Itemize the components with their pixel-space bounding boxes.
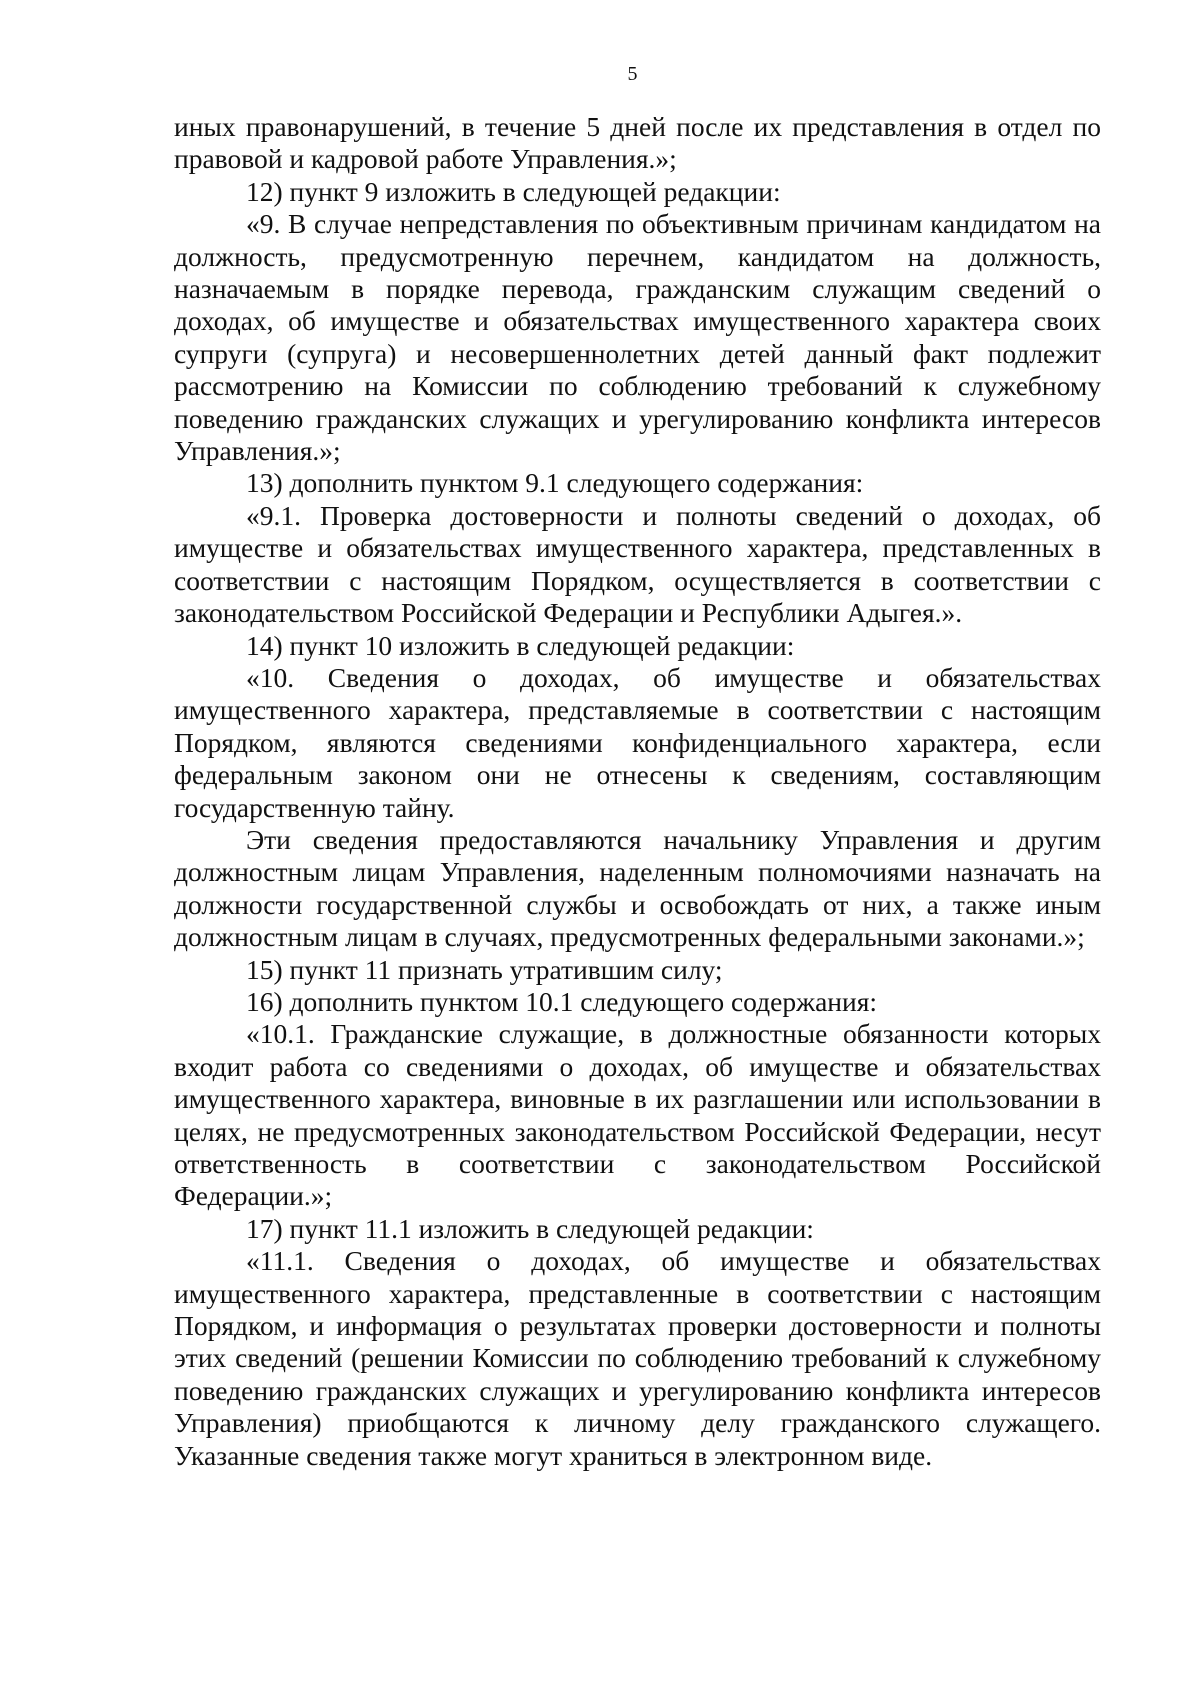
- paragraph-continuation: иных правонарушений, в течение 5 дней после их представления в отдел по правовой и кадровой работе Управления.»;: [174, 111, 1101, 175]
- paragraph-clause-9: «9. В случае непредставления по объективным причинам кандидатом на должность, предусмотренную перечнем, кандидатом на должность, назначаемым в порядке перевода, гражданским служащим сведений о доходах, об имуществе и обязательствах имущественного характера своих супруги (супруга) и несовершеннолетних детей данный факт подлежит рассмотрению на Комиссии по соблюдению требований к служебному поведению гражданских служащих и урегулированию конфликта интересов Управления.»;: [174, 208, 1101, 467]
- document-body: [174, 111, 1101, 1472]
- page-number: 5: [627, 63, 638, 85]
- paragraph-item-17: 17) пункт 11.1 изложить в следующей редакции:: [246, 1212, 814, 1244]
- paragraph-item-15: 15) пункт 11 признать утратившим силу;: [246, 953, 723, 985]
- paragraph-item-13: 13) дополнить пунктом 9.1 следующего содержания:: [246, 467, 864, 499]
- paragraph-clause-9-1: «9.1. Проверка достоверности и полноты сведений о доходах, об имуществе и обязательствах имущественного характера, представленных в соответствии с настоящим Порядком, осуществляется в соответствии с законодательством Российской Федерации и Республики Адыгея.».: [174, 499, 1101, 629]
- paragraph-clause-10: «10. Сведения о доходах, об имуществе и обязательствах имущественного характера, представляемые в соответствии с настоящим Порядком, являются сведениями конфиденциального характера, если федеральным законом они не отнесены к сведениям, составляющим государственную тайну.: [174, 661, 1101, 823]
- paragraph-clause-10-cont: Эти сведения предоставляются начальнику Управления и другим должностным лицам Управления, наделенным полномочиями назначать на должности государственной службы и освобождать от них, а также иным должностным лицам в случаях, предусмотренных федеральными законами.»;: [174, 823, 1101, 953]
- paragraph-item-14: 14) пункт 10 изложить в следующей редакции:: [246, 629, 795, 661]
- paragraph-item-12: 12) пункт 9 изложить в следующей редакции:: [246, 175, 781, 207]
- paragraph-clause-11-1: «11.1. Сведения о доходах, об имуществе и обязательствах имущественного характера, представленные в соответствии с настоящим Порядком, и информация о результатах проверки достоверности и полноты этих сведений (решении Комиссии по соблюдению требований к служебному поведению гражданских служащих и урегулированию конфликта интересов Управления) приобщаются к личному делу гражданского служащего. Указанные сведения также могут храниться в электронном виде.: [174, 1245, 1101, 1471]
- paragraph-item-16: 16) дополнить пунктом 10.1 следующего содержания:: [246, 985, 878, 1017]
- paragraph-clause-10-1: «10.1. Гражданские служащие, в должностные обязанности которых входит работа со сведениями о доходах, об имуществе и обязательствах имущественного характера, виновные в их разглашении или использовании в целях, не предусмотренных законодательством Российской Федерации, несут ответственность в соответствии с законодательством Российской Федерации.»;: [174, 1018, 1101, 1212]
